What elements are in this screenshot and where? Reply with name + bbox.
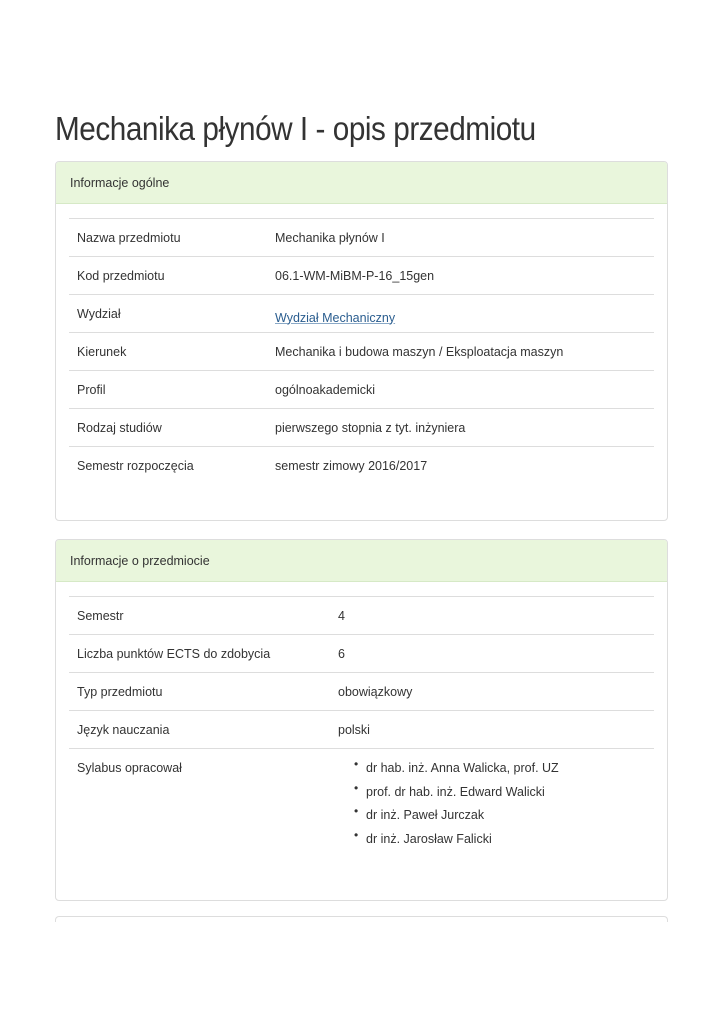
authors-list [338,757,646,855]
table-row [69,447,654,485]
faculty-link[interactable]: Wydział Mechaniczny [275,310,396,325]
general-info-heading: Informacje ogólne [56,162,667,204]
row-value [330,749,654,867]
row-label: Liczba punktów ECTS do zdobycia [69,635,330,673]
row-value: ogólnoakademicki [267,371,654,409]
author-name: dr hab. inż. Anna Walicka, prof. UZ [366,761,559,775]
table-row [69,333,654,371]
list-item [354,804,646,832]
bullet-icon: • [354,780,359,795]
row-label: Typ przedmiotu [69,673,330,711]
row-value: semestr zimowy 2016/2017 [267,447,654,485]
author-name: prof. dr hab. inż. Edward Walicki [366,784,545,799]
course-info-heading: Informacje o przedmiocie [56,540,667,582]
row-label: Profil [69,371,267,409]
author-name: dr inż. Paweł Jurczak [366,808,485,822]
row-label: Rodzaj studiów [69,409,267,447]
table-row [69,711,654,749]
table-row [69,219,654,257]
table-row [69,749,654,867]
bullet-icon: • [354,827,359,842]
list-item [354,827,646,856]
table-row [69,371,654,409]
row-value: polski [330,711,654,749]
row-label: Semestr rozpoczęcia [69,447,267,485]
row-value: 6 [330,635,654,673]
list-item [354,780,646,809]
table-row [69,673,654,711]
row-value: Mechanika płynów I [267,219,654,257]
table-row [69,597,654,635]
general-info-panel [55,161,668,521]
row-value [267,295,654,333]
table-row [69,409,654,447]
row-label: Kod przedmiotu [69,257,267,295]
bullet-icon: • [354,757,359,771]
row-value: Mechanika i budowa maszyn / Eksploatacja maszyn [267,333,654,371]
course-info-panel [55,539,668,901]
table-row [69,295,654,333]
row-value: pierwszego stopnia z tyt. inżyniera [267,409,654,447]
row-value: 06.1-WM-MiBM-P-16_15gen [267,257,654,295]
table-row [69,635,654,673]
next-panel-edge [55,916,668,922]
row-value: 4 [330,597,654,635]
bullet-icon: • [354,804,359,818]
row-label: Język nauczania [69,711,330,749]
table-row [69,257,654,295]
row-label: Sylabus opracował [69,749,330,867]
row-label: Nazwa przedmiotu [69,219,267,257]
row-label: Wydział [69,295,267,333]
author-name: dr inż. Jarosław Falicki [366,831,492,846]
page-title: Mechanika płynów I - opis przedmiotu [55,110,536,147]
course-info-table [69,596,654,867]
row-label: Semestr [69,597,330,635]
row-value: obowiązkowy [330,673,654,711]
list-item [354,757,646,785]
row-label: Kierunek [69,333,267,371]
general-info-table [69,218,654,485]
